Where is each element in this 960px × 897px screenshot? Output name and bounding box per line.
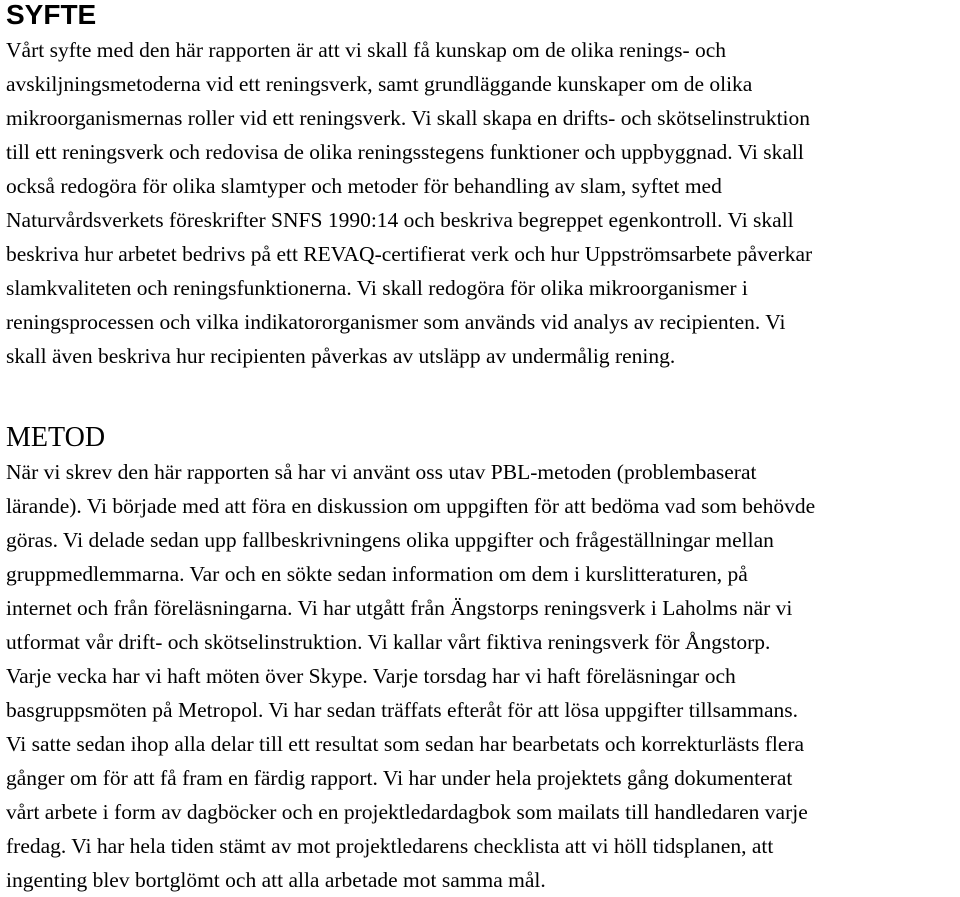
metod-line: lärande). Vi började med att föra en diskussion om uppgiften för att bedöma vad som behövde — [6, 494, 816, 518]
syfte-line: avskiljningsmetoderna vid ett reningsverk, samt grundläggande kunskaper om de olika — [6, 72, 753, 96]
syfte-line: slamkvaliteten och reningsfunktionerna. Vi skall redogöra för olika mikroorganismer i — [6, 276, 748, 300]
metod-line: utformat vår drift- och skötselinstruktion. Vi kallar vårt fiktiva reningsverk för Ångstorp. — [6, 630, 771, 654]
metod-line: ingenting blev bortglömt och att alla arbetade mot samma mål. — [6, 868, 546, 892]
syfte-line: skall även beskriva hur recipienten påverkas av utsläpp av undermålig rening. — [6, 344, 676, 368]
metod-line: fredag. Vi har hela tiden stämt av mot projektledarens checklista att vi höll tidsplanen, att — [6, 834, 774, 858]
metod-heading: METOD — [6, 422, 106, 453]
syfte-line: Vårt syfte med den här rapporten är att vi skall få kunskap om de olika renings- och — [6, 38, 727, 62]
metod-line: När vi skrev den här rapporten så har vi använt oss utav PBL-metoden (problembaserat — [6, 460, 757, 484]
metod-line: vårt arbete i form av dagböcker och en projektledardagbok som mailats till handledaren varje — [6, 800, 808, 824]
metod-paragraph — [6, 455, 815, 897]
metod-line: Varje vecka har vi haft möten över Skype. Varje torsdag har vi haft föreläsningar och — [6, 664, 736, 688]
metod-line: basgruppsmöten på Metropol. Vi har sedan träffats efteråt för att lösa uppgifter tillsammans. — [6, 698, 799, 722]
syfte-paragraph — [6, 33, 812, 373]
metod-line: internet och från föreläsningarna. Vi har utgått från Ängstorps reningsverk i Laholms när vi — [6, 596, 793, 620]
syfte-line: beskriva hur arbetet bedrivs på ett REVAQ-certifierat verk och hur Uppströmsarbete påverkar — [6, 242, 813, 266]
metod-line: gånger om för att få fram en färdig rapport. Vi har under hela projektets gång dokumenterat — [6, 766, 793, 790]
syfte-line: också redogöra för olika slamtyper och metoder för behandling av slam, syftet med — [6, 174, 722, 198]
syfte-line: reningsprocessen och vilka indikatororganismer som används vid analys av recipienten. Vi — [6, 310, 786, 334]
metod-line: Vi satte sedan ihop alla delar till ett resultat som sedan har bearbetats och korrekturlästs flera — [6, 732, 805, 756]
syfte-heading: SYFTE — [6, 0, 97, 30]
metod-line: göras. Vi delade sedan upp fallbeskrivningens olika uppgifter och frågeställningar mellan — [6, 528, 774, 552]
syfte-line: mikroorganismernas roller vid ett reningsverk. Vi skall skapa en drifts- och skötselinstruktion — [6, 106, 811, 130]
syfte-line: till ett reningsverk och redovisa de olika reningsstegens funktioner och uppbyggnad. Vi skall — [6, 140, 804, 164]
syfte-line: Naturvårdsverkets föreskrifter SNFS 1990:14 och beskriva begreppet egenkontroll. Vi skall — [6, 208, 794, 232]
metod-line: gruppmedlemmarna. Var och en sökte sedan information om dem i kurslitteraturen, på — [6, 562, 748, 586]
